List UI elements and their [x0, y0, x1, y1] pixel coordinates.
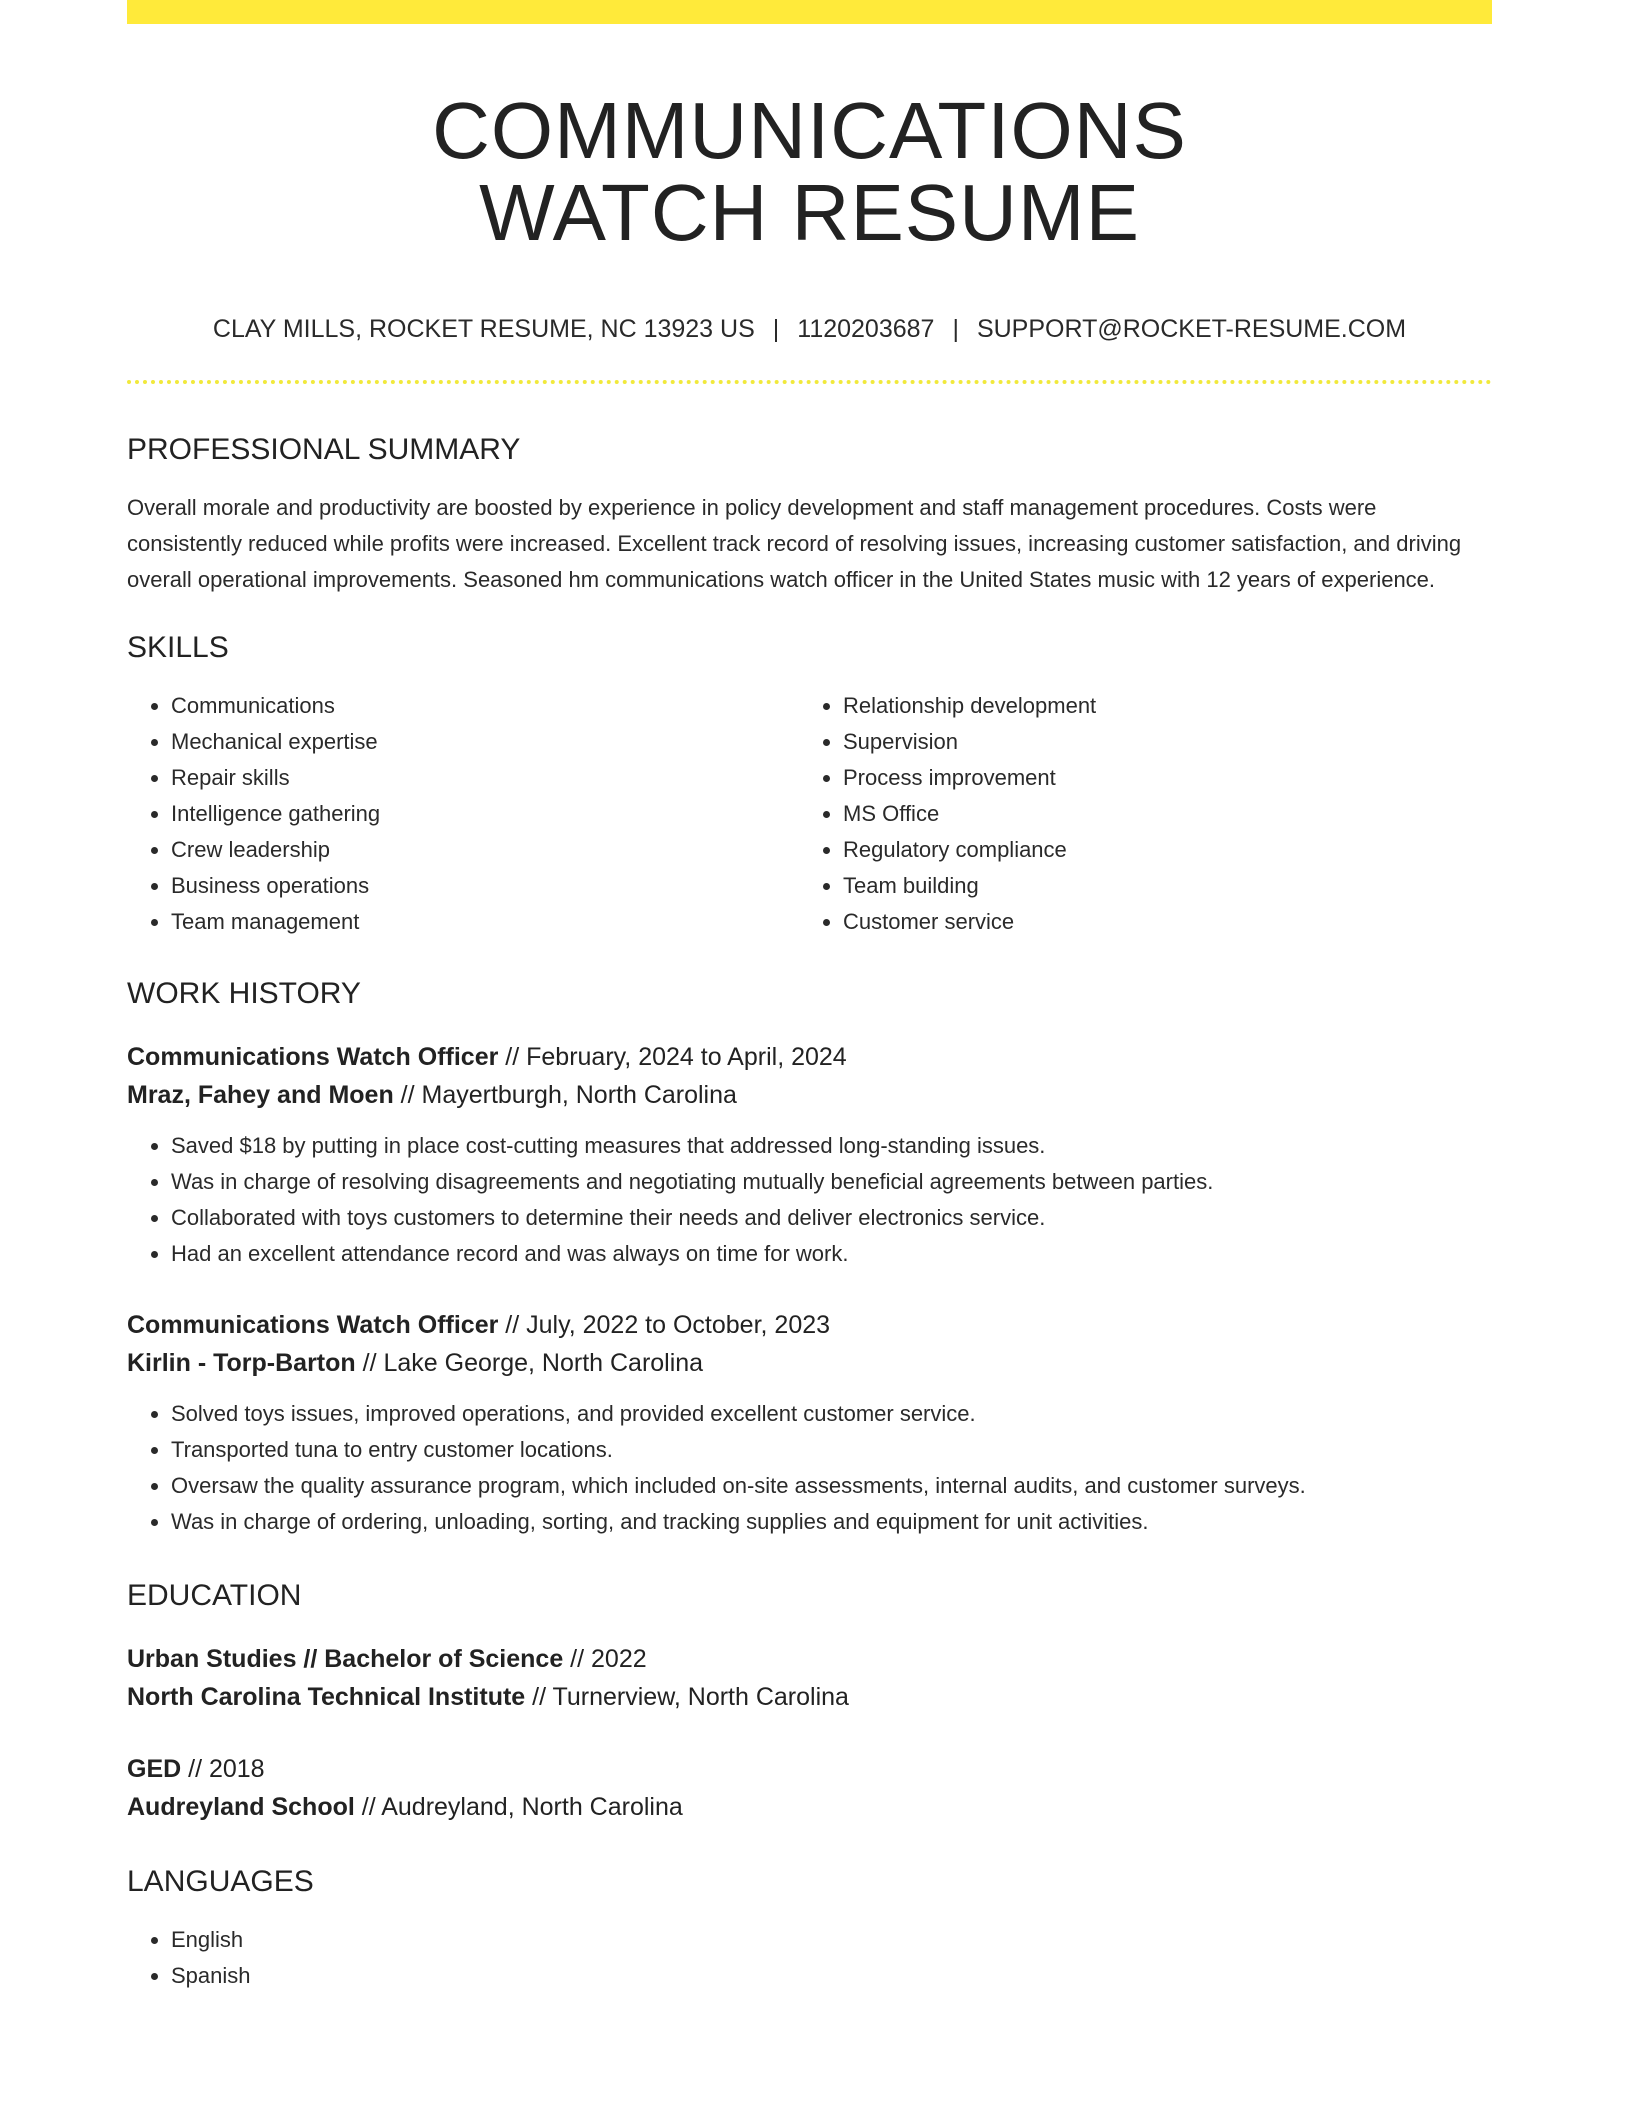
resume-page	[127, 0, 1492, 1994]
education-school: Audreyland School	[127, 1793, 355, 1821]
job-duty: • Transported tuna to entry customer locations.	[171, 1432, 1492, 1468]
skill-item: • Mechanical expertise	[171, 724, 799, 760]
job-company-line	[127, 1344, 1492, 1382]
education-year: // 2022	[563, 1645, 647, 1673]
job-title-line	[127, 1038, 1492, 1076]
job-company-line	[127, 1076, 1492, 1114]
skill-item: • Relationship development	[843, 688, 1471, 724]
job-duty: • Had an excellent attendance record and was always on time for work.	[171, 1236, 1492, 1272]
skills-list-right	[799, 688, 1471, 940]
job-dates: // February, 2024 to April, 2024	[498, 1043, 847, 1071]
accent-bar	[127, 0, 1492, 24]
job-title: Communications Watch Officer	[127, 1311, 499, 1339]
summary-heading: PROFESSIONAL SUMMARY	[127, 433, 521, 466]
job-title: Communications Watch Officer	[127, 1043, 499, 1071]
skill-item: • Intelligence gathering	[171, 796, 799, 832]
skill-item: • Communications	[171, 688, 799, 724]
job-duties	[127, 1128, 1492, 1272]
job-duty: • Saved $18 by putting in place cost-cutting measures that addressed long-standing issues.	[171, 1128, 1492, 1164]
contact-email: SUPPORT@ROCKET-RESUME.COM	[976, 315, 1407, 343]
resume-title	[127, 86, 1492, 257]
education-degree: Urban Studies // Bachelor of Science	[127, 1645, 564, 1673]
education-entry	[127, 1640, 1492, 1716]
contact-separator: |	[952, 315, 959, 343]
job-duty: • Collaborated with toys customers to determine their needs and deliver electronics service.	[171, 1200, 1492, 1236]
summary-text: Overall morale and productivity are boosted by experience in policy development and staff management procedures. Costs were consistently reduced while profits were increased. Excellent track record of resolving issues, increasing customer satisfaction, and driving overall operational improvements. Seasoned hm communications watch officer in the United States music with 12 years of experience.	[127, 495, 1462, 592]
education-heading: EDUCATION	[127, 1579, 302, 1612]
job-company: Kirlin - Torp-Barton	[127, 1349, 356, 1377]
skill-item: • Crew leadership	[171, 832, 799, 868]
job-company: Mraz, Fahey and Moen	[127, 1081, 394, 1109]
education-year: // 2018	[181, 1755, 265, 1783]
skill-item: • Regulatory compliance	[843, 832, 1471, 868]
education-school: North Carolina Technical Institute	[127, 1683, 526, 1711]
job-title-line	[127, 1306, 1492, 1344]
job-entry	[127, 1306, 1492, 1540]
job-location: // Mayertburgh, North Carolina	[393, 1081, 737, 1109]
languages-list	[127, 1922, 1492, 1994]
skill-item: • Repair skills	[171, 760, 799, 796]
job-duties	[127, 1396, 1492, 1540]
language-item: • Spanish	[171, 1958, 1492, 1994]
job-duty: • Oversaw the quality assurance program, which included on-site assessments, internal audits, and customer surveys.	[171, 1468, 1492, 1504]
title-line-1: COMMUNICATIONS	[432, 86, 1187, 175]
language-item: • English	[171, 1922, 1492, 1958]
skill-item: • Process improvement	[843, 760, 1471, 796]
education-degree-line	[127, 1640, 1492, 1678]
skills-heading: SKILLS	[127, 631, 229, 664]
job-duty: • Was in charge of resolving disagreements and negotiating mutually beneficial agreements between parties.	[171, 1164, 1492, 1200]
education-school-line	[127, 1678, 1492, 1716]
skill-item: • MS Office	[843, 796, 1471, 832]
work-history-heading: WORK HISTORY	[127, 977, 361, 1010]
contact-phone: 1120203687	[797, 315, 935, 343]
contact-address: CLAY MILLS, ROCKET RESUME, NC 13923 US	[212, 315, 755, 343]
job-location: // Lake George, North Carolina	[355, 1349, 704, 1377]
education-location: // Audreyland, North Carolina	[354, 1793, 683, 1821]
contact-line	[127, 314, 1492, 344]
skill-item: • Supervision	[843, 724, 1471, 760]
job-entry	[127, 1038, 1492, 1272]
skill-item: • Customer service	[843, 904, 1471, 940]
education-degree-line	[127, 1750, 1492, 1788]
job-dates: // July, 2022 to October, 2023	[498, 1311, 831, 1339]
education-degree: GED	[127, 1755, 182, 1783]
languages-heading: LANGUAGES	[127, 1865, 314, 1898]
job-duty: • Was in charge of ordering, unloading, sorting, and tracking supplies and equipment for unit activities.	[171, 1504, 1492, 1540]
job-duty: • Solved toys issues, improved operations, and provided excellent customer service.	[171, 1396, 1492, 1432]
title-line-2: WATCH RESUME	[479, 168, 1140, 257]
skill-item: • Team building	[843, 868, 1471, 904]
contact-separator: |	[772, 315, 780, 343]
skill-item: • Team management	[171, 904, 799, 940]
skills-list-left	[127, 688, 799, 940]
education-location: // Turnerview, North Carolina	[525, 1683, 849, 1711]
skill-item: • Business operations	[171, 868, 799, 904]
skills-columns	[127, 688, 1492, 940]
education-entry	[127, 1750, 1492, 1826]
dotted-divider	[127, 380, 1492, 384]
education-school-line	[127, 1788, 1492, 1826]
